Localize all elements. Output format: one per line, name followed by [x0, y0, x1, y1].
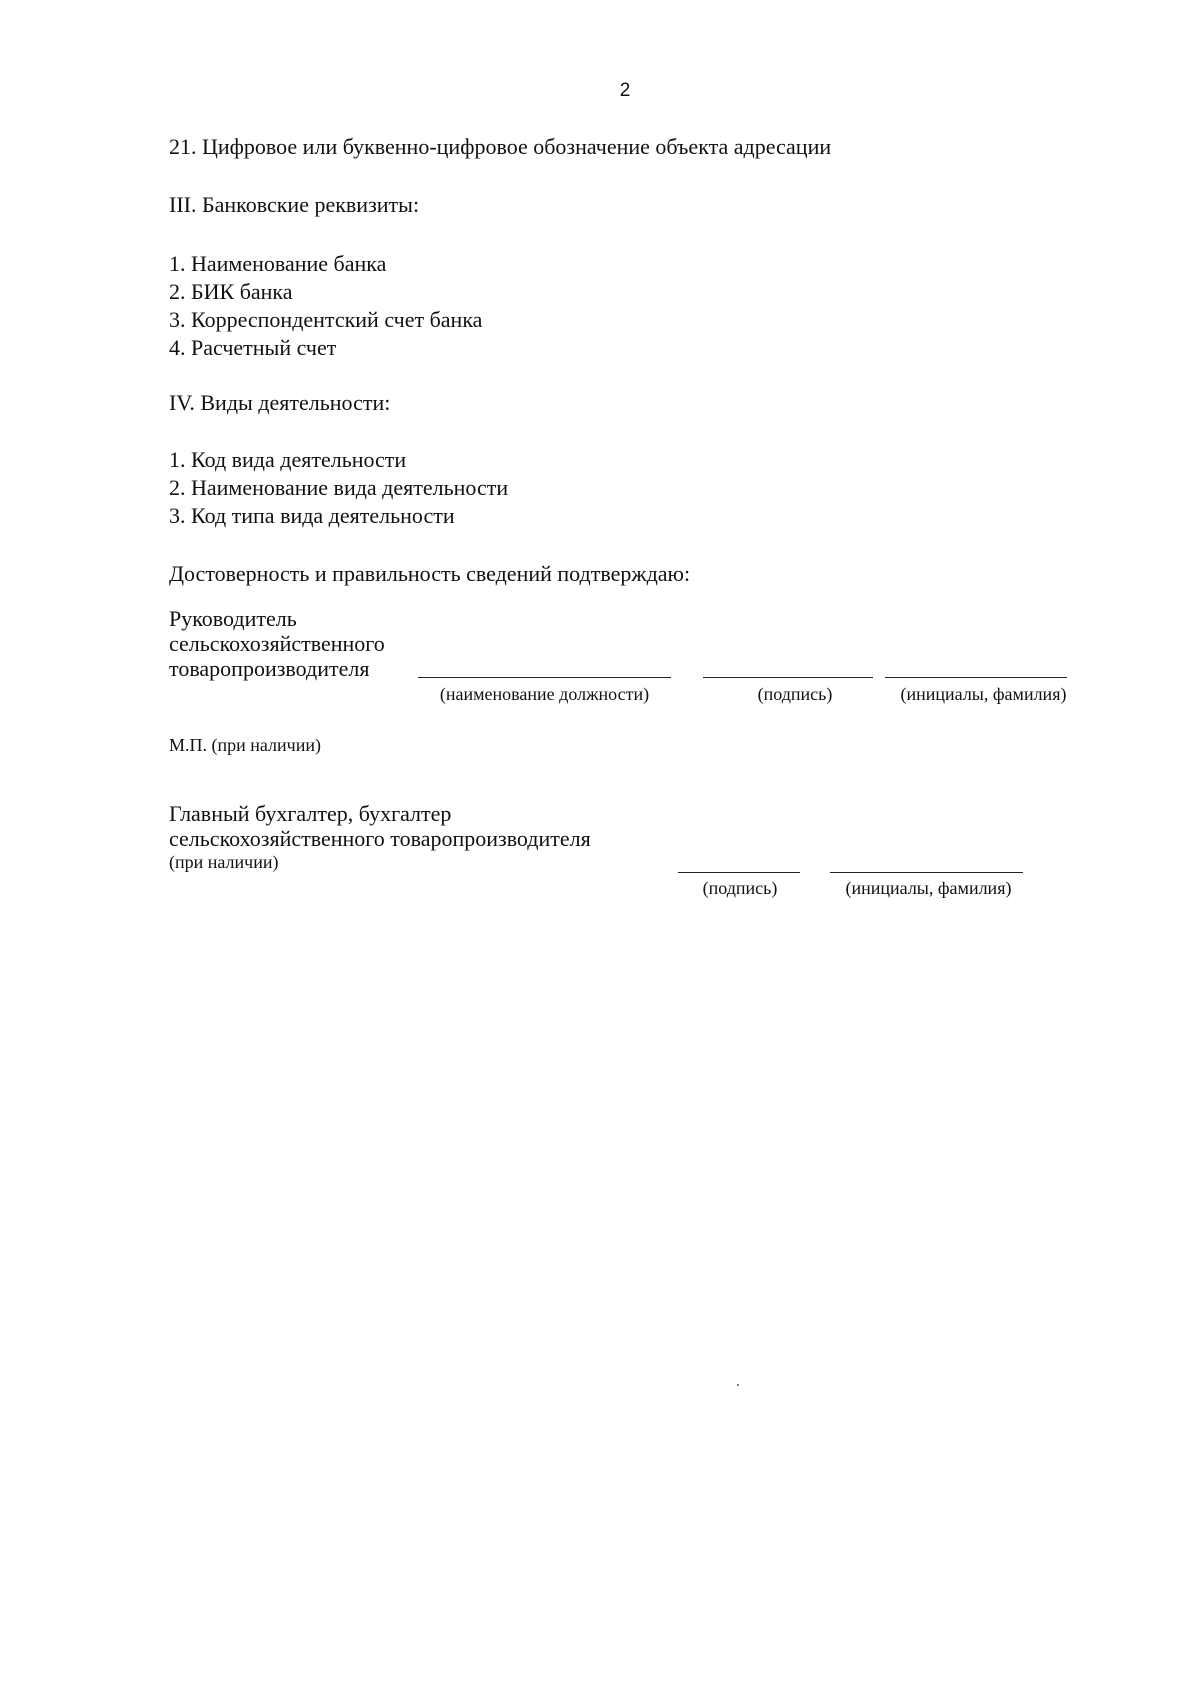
accountant-name-line: [830, 872, 1023, 873]
activity-item-2: 2. Наименование вида деятельности: [169, 475, 509, 500]
accountant-name-caption: (инициалы, фамилия): [845, 878, 1012, 898]
head-title-line-1: Руководитель: [169, 606, 297, 631]
accountant-signature-line: [678, 872, 800, 873]
accountant-title-line-2: сельскохозяйственного товаропроизводителя: [169, 826, 591, 851]
page-number: 2: [619, 80, 631, 101]
head-position-caption: (наименование должности): [439, 684, 650, 704]
accountant-signature-caption: (подпись): [702, 878, 778, 898]
head-name-line: [885, 677, 1067, 678]
accountant-note: (при наличии): [169, 852, 279, 872]
head-position-line: [418, 677, 671, 678]
head-title-line-3: товаропроизводителя: [169, 656, 370, 681]
activity-item-1: 1. Код вида деятельности: [169, 447, 407, 472]
head-name-caption: (инициалы, фамилия): [900, 684, 1067, 704]
bank-item-4: 4. Расчетный счет: [169, 335, 337, 360]
accountant-title-line-1: Главный бухгалтер, бухгалтер: [169, 801, 452, 826]
activity-item-3: 3. Код типа вида деятельности: [169, 503, 455, 528]
bank-item-2: 2. БИК банка: [169, 279, 293, 304]
bank-item-1: 1. Наименование банка: [169, 251, 387, 276]
head-title-line-2: сельскохозяйственного: [169, 631, 385, 656]
stamp-note: М.П. (при наличии): [169, 735, 321, 755]
section-activity-heading: IV. Виды деятельности:: [169, 390, 391, 415]
bank-item-3: 3. Корреспондентский счет банка: [169, 307, 483, 332]
confirmation-text: Достоверность и правильность сведений подтверждаю:: [169, 561, 691, 586]
item-21: 21. Цифровое или буквенно-цифровое обозначение объекта адресации: [169, 134, 832, 159]
section-bank-heading: III. Банковские реквизиты:: [169, 192, 420, 217]
head-signature-line: [703, 677, 873, 678]
head-signature-caption: (подпись): [757, 684, 833, 704]
scan-speck: [737, 1384, 739, 1386]
